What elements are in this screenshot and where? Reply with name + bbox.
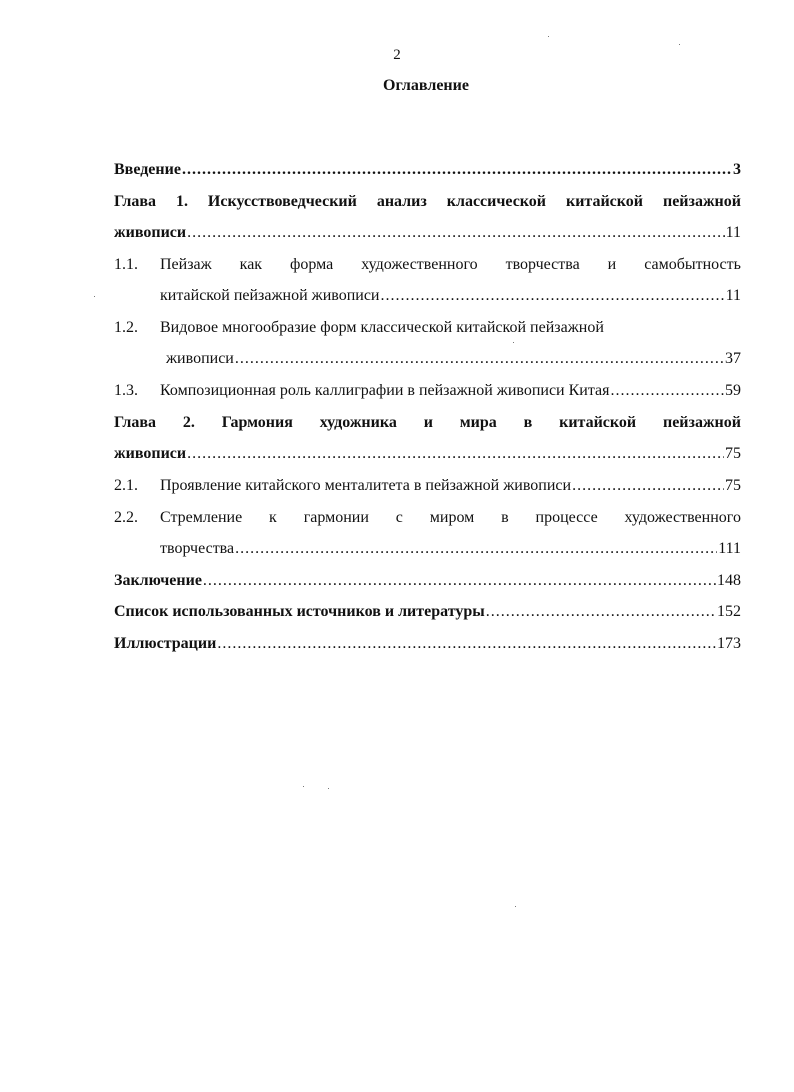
toc-word: художественного [624,509,741,526]
scan-speck [328,788,329,789]
toc-entry-2-2-cont[interactable] [160,539,741,559]
toc-entry-label: Список использованных источников и литературы [114,603,485,620]
toc-word: Искусствоведческий [207,193,357,210]
toc-word: и [423,414,433,431]
toc-entry-label: творчества [160,540,235,557]
toc-entry-label: Проявление китайского менталитета в пейзажной живописи [160,477,572,494]
toc-entry-chapter-1-cont[interactable] [114,223,741,243]
dot-leader [381,286,725,306]
toc-entry-sources[interactable] [114,602,741,622]
toc-entry-label: живописи [114,445,187,462]
toc-entry-chapter-1[interactable] [114,192,741,212]
toc-word: пейзажной [662,414,741,431]
toc-entry-conclusion[interactable] [114,571,741,591]
toc-word: китайской [565,193,644,210]
toc-page-number: 75 [725,445,741,462]
toc-word: художественного [361,256,478,273]
toc-word: Стремление [160,509,243,526]
toc-section-number: 1.2. [114,319,138,336]
toc-entry-1-3[interactable] [160,381,741,401]
toc-word: и [607,256,617,273]
toc-entry-label: Заключение [114,572,202,589]
toc-entry-label: живописи [114,224,187,241]
toc-word: с [395,509,403,526]
dot-leader [182,160,732,180]
scan-speck [513,342,514,343]
dot-leader [235,349,724,369]
toc-word: самобытность [644,256,741,273]
toc-page-number: 59 [725,382,741,399]
toc-entry-label: Введение [114,161,181,178]
toc-page-number: 11 [725,287,741,304]
toc-page-number: 3 [733,161,741,178]
toc-entry-chapter-2-cont[interactable] [114,444,741,464]
toc-entry-1-2[interactable] [160,318,741,338]
dot-leader [572,476,724,496]
toc-page-number: 148 [717,572,741,589]
toc-entry-1-1-cont[interactable] [160,286,741,306]
toc-entry-illustrations[interactable] [114,634,741,654]
toc-entry-2-1[interactable] [160,476,741,496]
toc-word: Пейзаж [160,256,212,273]
toc-word: гармонии [303,509,369,526]
toc-entry-label: живописи [166,350,234,367]
toc-word: Гармония [221,414,293,431]
toc-entry-chapter-2[interactable] [114,413,741,433]
toc-word: Глава [114,193,156,210]
toc-word: классической [446,193,547,210]
scan-speck [303,786,304,787]
toc-page-number: 152 [717,603,741,620]
toc-section-number: 2.1. [114,477,138,494]
scan-speck [94,296,95,297]
toc-section-number: 1.1. [114,256,138,273]
toc-word: в [523,414,533,431]
toc-section-number: 2.2. [114,509,138,526]
dot-leader [187,223,724,243]
toc-section-number: 1.3. [114,382,138,399]
toc-page-number: 11 [725,224,741,241]
toc-page-number: 37 [725,350,741,367]
toc-word: китайской [559,414,637,431]
toc-word: 1. [175,193,188,210]
toc-word: процессе [535,509,598,526]
toc-word: анализ [376,193,427,210]
toc-entry-1-1[interactable] [160,255,741,275]
dot-leader [203,571,716,591]
toc-page-number: 173 [717,635,741,652]
scan-speck [548,36,549,37]
toc-page-number: 75 [725,477,741,494]
dot-leader [187,444,724,464]
toc-entry-label: Видовое многообразие форм классической китайской пейзажной [160,319,604,336]
dot-leader [611,381,725,401]
toc-word: форма [290,256,334,273]
toc-word: к [269,509,277,526]
toc-entry-1-2-cont[interactable] [166,349,741,369]
dot-leader [235,539,717,559]
toc-word: художника [319,414,397,431]
page-number: 2 [393,47,401,63]
toc-word: 2. [182,414,195,431]
dot-leader [217,634,716,654]
toc-page-number: 111 [718,540,741,557]
dot-leader [486,602,716,622]
page-title: Оглавление [383,77,469,94]
toc-word: мира [459,414,497,431]
toc-word: Глава [114,414,156,431]
toc-entry-intro[interactable] [114,160,741,180]
scan-speck [679,44,680,45]
toc-word: в [501,509,509,526]
toc-entry-2-2[interactable] [160,508,741,528]
toc-entry-label: Композиционная роль каллиграфии в пейзажной живописи Китая [160,382,610,399]
toc-entry-label: китайской пейзажной живописи [160,287,380,304]
toc-word: миром [429,509,475,526]
toc-entry-label: Иллюстрации [114,635,217,652]
toc-word: творчества [505,256,580,273]
toc-word: как [239,256,263,273]
toc-word: пейзажной [662,193,741,210]
scan-speck [515,906,516,907]
